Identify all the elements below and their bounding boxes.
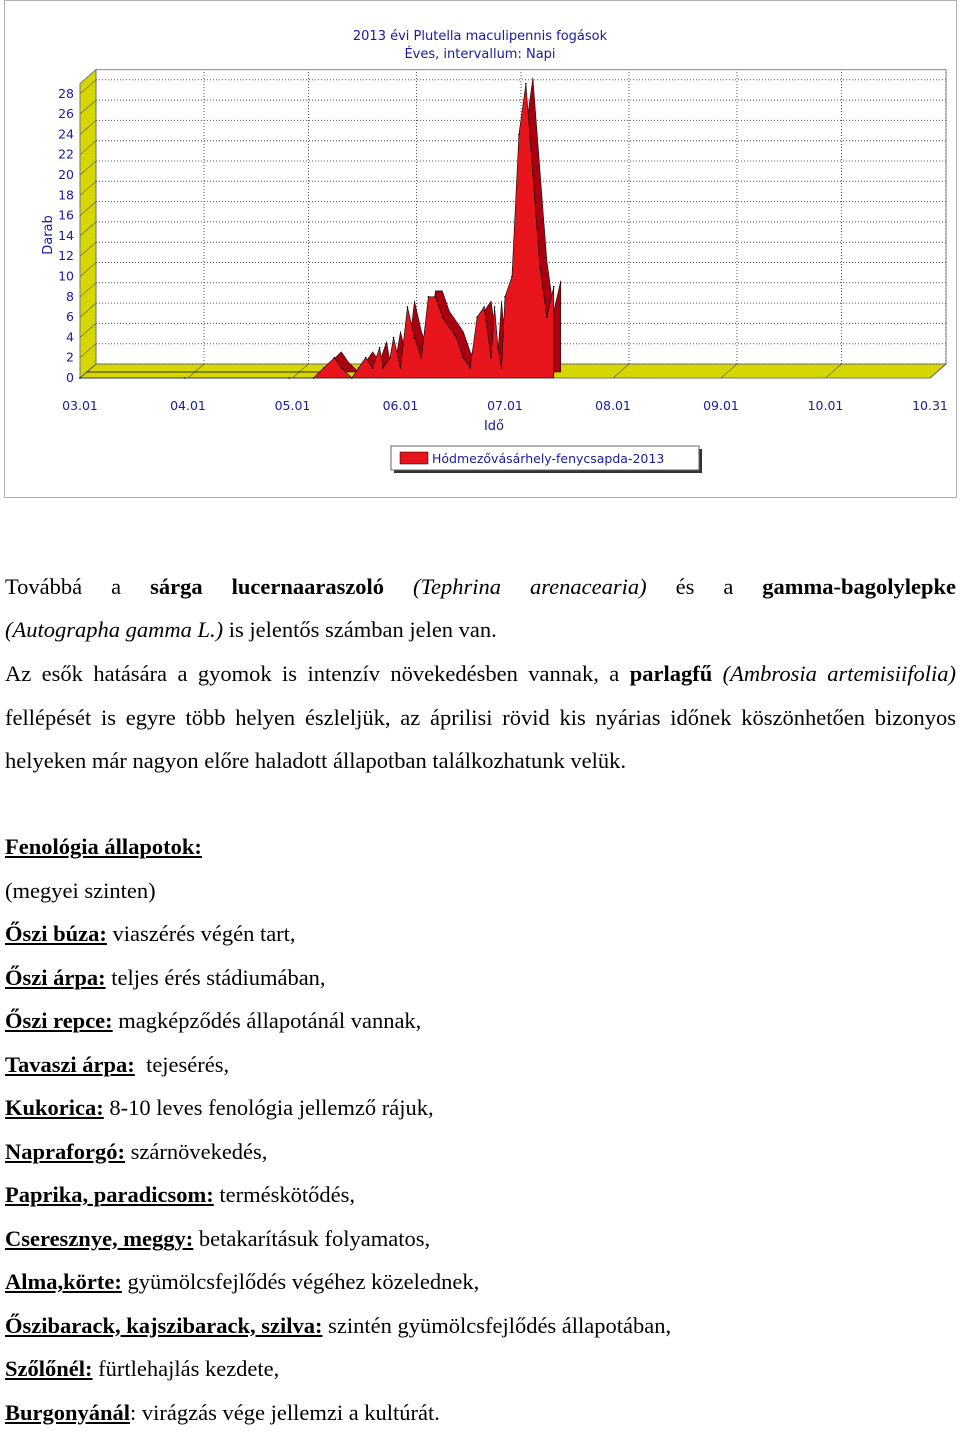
x-tick-label: 04.01 [170, 398, 206, 413]
paragraph-moths-line2 [5, 608, 956, 652]
x-tick-label: 09.01 [703, 398, 739, 413]
data-point [323, 367, 325, 369]
x-tick-labels [62, 398, 948, 413]
legend-swatch [400, 452, 428, 464]
crop-label: Szőlőnél: [5, 1356, 93, 1381]
crop-status: viaszérés végén tart, [107, 921, 296, 946]
data-point [421, 357, 423, 359]
y-tick-label: 12 [58, 248, 74, 263]
x-tick-label: 05.01 [275, 398, 311, 413]
data-point [382, 367, 384, 369]
x-tick-label: 07.01 [487, 398, 523, 413]
crop-label: Őszi árpa: [5, 965, 106, 990]
data-point [407, 306, 409, 308]
species-name: sárga lucernaaraszoló [150, 574, 384, 599]
weed-name: parlagfű [630, 661, 713, 686]
data-point [553, 286, 555, 288]
species-latin: (Autographa gamma L.) [5, 617, 223, 642]
phenology-item [5, 1130, 956, 1174]
crop-status: gyümölcsfejlődés végéhez közelednek, [122, 1269, 479, 1294]
weed-latin: (Ambrosia artemisiifolia) [723, 661, 956, 686]
crop-label: Paprika, paradicsom: [5, 1182, 214, 1207]
text-run: Az esők hatására a gyomok is intenzív növekedésben vannak, a [5, 661, 619, 686]
text-word: és [676, 574, 695, 599]
x-tick-label: 08.01 [595, 398, 631, 413]
text-run: is jelentős számban jelen van. [223, 617, 497, 642]
data-point [504, 296, 506, 298]
phenology-item [5, 912, 956, 956]
phenology-item [5, 1304, 956, 1348]
x-tick-label: 10.31 [912, 398, 948, 413]
data-point [358, 367, 360, 369]
y-tick-label: 10 [58, 269, 74, 284]
data-point [476, 316, 478, 318]
data-point [546, 316, 548, 318]
crop-status: szintén gyümölcsfejlődés állapotában, [322, 1313, 671, 1338]
text-word: a [111, 574, 121, 599]
chart-title: 2013 évi Plutella maculipennis fogások [353, 29, 608, 44]
phenology-item [5, 1043, 956, 1087]
data-point [525, 83, 527, 85]
x-axis-label: Idő [484, 419, 504, 434]
phenology-item [5, 1347, 956, 1391]
data-point [497, 347, 499, 349]
data-point [79, 377, 81, 379]
data-point [494, 306, 496, 308]
phenology-item [5, 1086, 956, 1130]
crop-label: Kukorica: [5, 1095, 104, 1120]
data-point [490, 357, 492, 359]
data-point [448, 326, 450, 328]
y-tick-label: 6 [66, 309, 74, 324]
phenology-item [5, 999, 956, 1043]
crop-status: betakarításuk folyamatos, [193, 1226, 430, 1251]
chart-subtitle: Éves, intervallum: Napi [404, 46, 555, 62]
crop-label: Őszi repce: [5, 1008, 113, 1033]
y-tick-label: 14 [58, 228, 74, 243]
data-point [518, 134, 520, 136]
x-tick-label: 03.01 [62, 398, 98, 413]
phenology-item [5, 1391, 956, 1434]
y-tick-label: 22 [58, 147, 74, 162]
data-point [414, 337, 416, 339]
crop-status: tejesérés, [135, 1052, 229, 1077]
data-point [462, 357, 464, 359]
crop-status: teljes érés stádiumában, [106, 965, 326, 990]
data-point [455, 337, 457, 339]
data-point [501, 367, 503, 369]
text-word: a [723, 574, 733, 599]
catch-chart [4, 0, 957, 498]
phenology-item [5, 956, 956, 1000]
data-point [365, 357, 367, 359]
data-point [469, 367, 471, 369]
data-point [340, 367, 342, 369]
data-point [428, 296, 430, 298]
data-point [184, 377, 186, 379]
data-point [532, 174, 534, 176]
y-tick-label: 18 [58, 187, 74, 202]
x-tick-label: 10.01 [808, 398, 844, 413]
crop-label: Őszibarack, kajszibarack, szilva: [5, 1313, 322, 1338]
crop-status: terméskötődés, [214, 1182, 355, 1207]
text-run: fellépését is egyre több helyen észleljük, az áprilisi rövid kis nyárias időnek köszönhetően bizonyos helyeken már nagyon előre haladott állapotban találkozhatunk velük. [5, 705, 956, 774]
crop-label: Napraforgó: [5, 1139, 125, 1164]
y-tick-label: 24 [58, 126, 74, 141]
crop-label: Burgonyánál [5, 1400, 130, 1425]
data-point [372, 367, 374, 369]
crop-label: Őszi búza: [5, 921, 107, 946]
text-word: Továbbá [5, 574, 82, 599]
crop-status: magképződés állapotánál vannak, [113, 1008, 422, 1033]
crop-status: fürtlehajlás kezdete, [93, 1356, 280, 1381]
data-point [400, 367, 402, 369]
legend-label: Hódmezővásárhely-fenycsapda-2013 [432, 451, 664, 466]
phenology-list [5, 825, 956, 1434]
y-tick-label: 0 [66, 370, 74, 385]
phenology-subheading: (megyei szinten) [5, 878, 156, 903]
y-tick-label: 20 [58, 167, 74, 182]
x-tick-label: 06.01 [383, 398, 419, 413]
phenology-heading: Fenológia állapotok: [5, 834, 202, 859]
y-axis-label: Darab [41, 215, 56, 255]
y-tick-label: 28 [58, 86, 74, 101]
species-latin: (Tephrina arenacearia) [413, 574, 647, 599]
data-point [483, 306, 485, 308]
paragraph-weeds [5, 652, 956, 783]
crop-label: Cseresznye, meggy: [5, 1226, 193, 1251]
data-point [313, 377, 315, 379]
y-tick-label: 8 [66, 289, 74, 304]
chart-legend [391, 446, 702, 473]
data-point [393, 337, 395, 339]
data-point [334, 357, 336, 359]
data-point [441, 316, 443, 318]
data-point [351, 377, 353, 379]
crop-label: Alma,körte: [5, 1269, 122, 1294]
data-point [389, 357, 391, 359]
paragraph-moths [5, 565, 956, 609]
y-tick-label: 16 [58, 208, 74, 223]
crop-label: Tavaszi árpa: [5, 1052, 135, 1077]
y-tick-label: 4 [66, 329, 74, 344]
phenology-item [5, 1173, 956, 1217]
y-tick-label: 2 [66, 350, 74, 365]
crop-status: 8-10 leves fenológia jellemző rájuk, [104, 1095, 434, 1120]
phenology-item [5, 1260, 956, 1304]
chart-svg [4, 0, 957, 498]
data-point [539, 266, 541, 268]
data-point [435, 296, 437, 298]
data-point [288, 377, 290, 379]
y-tick-label: 26 [58, 106, 74, 121]
data-point [379, 347, 381, 349]
data-point [511, 276, 513, 278]
phenology-item [5, 1217, 956, 1261]
crop-status: szárnövekedés, [125, 1139, 267, 1164]
crop-status: : virágzás vége jellemzi a kultúrát. [130, 1400, 440, 1425]
species-name: gamma-bagolylepke [762, 574, 956, 599]
